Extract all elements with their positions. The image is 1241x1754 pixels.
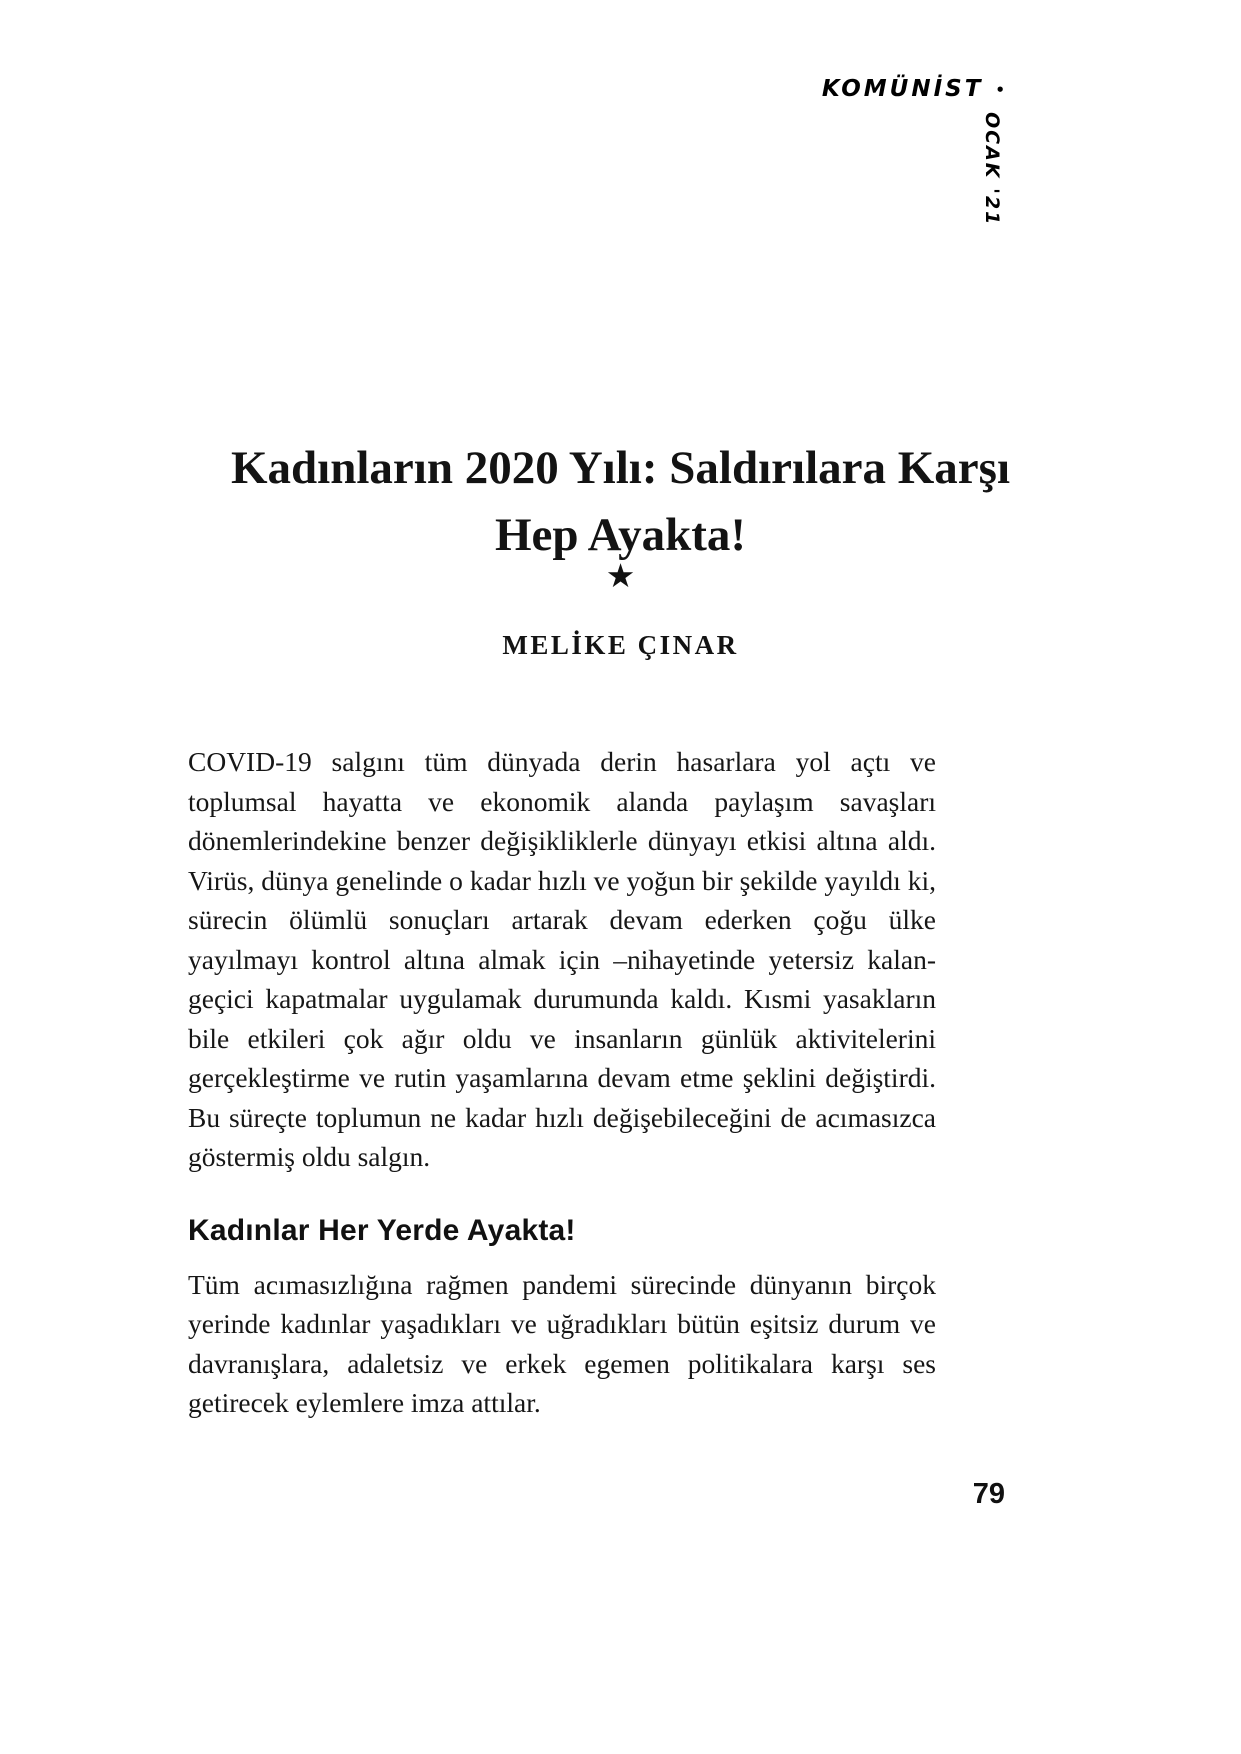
issue-date-vertical: OCAK '21 <box>981 112 1003 227</box>
page-number: 79 <box>972 1478 1005 1510</box>
masthead-bullet-icon: • <box>995 81 1005 99</box>
author-name: MELİKE ÇINAR <box>502 630 739 660</box>
journal-name: KOMÜNİST <box>821 76 984 102</box>
star-divider-icon: ★ <box>605 559 636 595</box>
body-paragraph: COVID-19 salgını tüm dünyada derin hasarlara yol açtı ve toplumsal hayatta ve ekonomik alanda paylaşım savaşları dönemlerindekine benzer değişikliklerle dünyayı etkisi altına aldı. Virüs, dünya genelinde o kadar hızlı ve yoğun bir şekilde yayıldı ki, sürecin ölümlü sonuçları artarak devam ederken çoğu ülke yayılmayı kontrol altına almak için –nihayetinde yetersiz kalan- geçici kapatmalar uygulamak durumunda kaldı. Kısmi yasakların bile etkileri çok ağır oldu ve insanların günlük aktivitelerini gerçekleştirme ve rutin yaşamlarına devam etme şeklini değiştirdi. Bu süreçte toplumun ne kadar hızlı değişebileceğini de acımasızca göstermiş oldu salgın. <box>188 746 936 1172</box>
article-title: Kadınların 2020 Yılı: Saldırılara Karşı Hep Ayakta! <box>230 442 1011 562</box>
section-heading: Kadınlar Her Yerde Ayakta! <box>188 1213 576 1247</box>
journal-masthead <box>822 76 1005 102</box>
body-paragraph: Tüm acımasızlığına rağmen pandemi sürecinde dünyanın birçok yerinde kadınlar yaşadıkları ve uğradıkları bütün eşitsiz durum ve davranışlara, adaletsiz ve erkek egemen politikalara karşı ses getirecek eylemlere imza attılar. <box>188 1268 936 1418</box>
article-body <box>188 742 936 1423</box>
